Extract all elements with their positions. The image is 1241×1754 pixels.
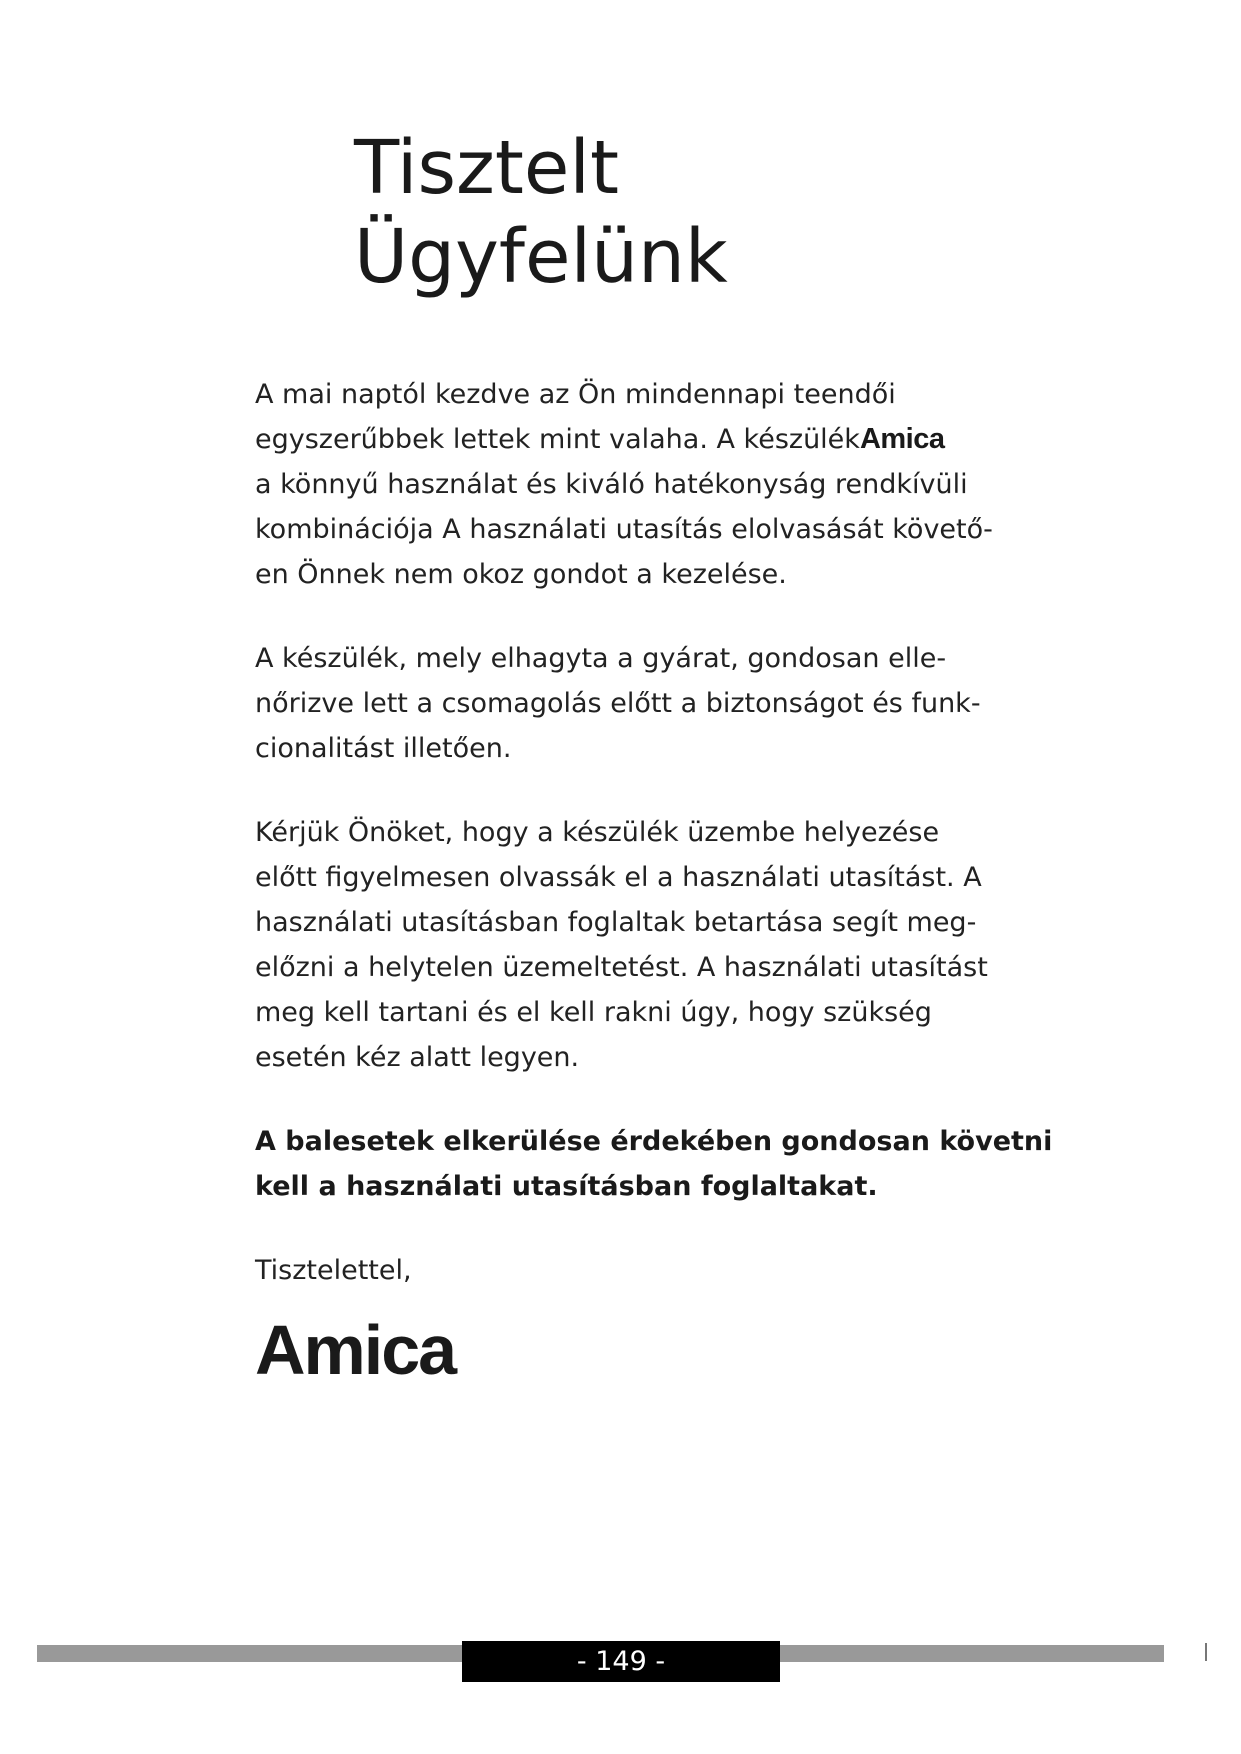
instructions-paragraph — [255, 810, 1015, 1080]
instructions-line-1: Kérjük Önöket, hogy a készülék üzembe helyezése — [255, 817, 940, 848]
signoff: Tisztelettel, — [255, 1255, 412, 1286]
warning-line-1: A balesetek elkerülése érdekében gondosan követni — [255, 1126, 1053, 1157]
title-line-2: Ügyfelünk — [354, 214, 728, 300]
intro-paragraph — [255, 372, 1015, 597]
instructions-line-4: előzni a helytelen üzemeltetést. A használati utasítást — [255, 952, 988, 983]
quality-line-2: nőrizve lett a csomagolás előtt a biztonságot és funk- — [255, 688, 981, 719]
warning-line-2: kell a használati utasításban foglaltakat. — [255, 1171, 878, 1202]
intro-line-5: en Önnek nem okoz gondot a kezelése. — [255, 559, 787, 590]
page-title — [354, 124, 728, 302]
instructions-line-2: előtt figyelmesen olvassák el a használati utasítást. A — [255, 862, 982, 893]
letter-body — [255, 372, 1053, 1389]
intro-line-2-text: egyszerűbbek lettek mint valaha. A készülék — [255, 424, 860, 455]
instructions-line-5: meg kell tartani és el kell rakni úgy, hogy szükség — [255, 997, 932, 1028]
intro-line-3: a könnyű használat és kiváló hatékonyság rendkívüli — [255, 469, 968, 500]
warning-paragraph — [255, 1119, 1053, 1209]
instructions-line-3: használati utasításban foglaltak betartása segít meg- — [255, 907, 977, 938]
title-line-1: Tisztelt — [354, 125, 619, 211]
instructions-line-6: esetén kéz alatt legyen. — [255, 1042, 580, 1073]
edge-mark — [1205, 1643, 1207, 1661]
quality-line-3: cionalitást illetően. — [255, 733, 512, 764]
page-number: - 149 - — [462, 1641, 780, 1682]
intro-line-1: A mai naptól kezdve az Ön mindennapi teendői — [255, 379, 896, 410]
brand-logo: Amica — [255, 1311, 456, 1389]
intro-line-2 — [255, 417, 1015, 462]
quality-line-1: A készülék, mely elhagyta a gyárat, gondosan elle- — [255, 643, 947, 674]
intro-line-4: kombinációja A használati utasítás elolvasását követő- — [255, 514, 993, 545]
inline-brand-logo: Amica — [859, 423, 945, 455]
quality-paragraph — [255, 636, 1015, 771]
